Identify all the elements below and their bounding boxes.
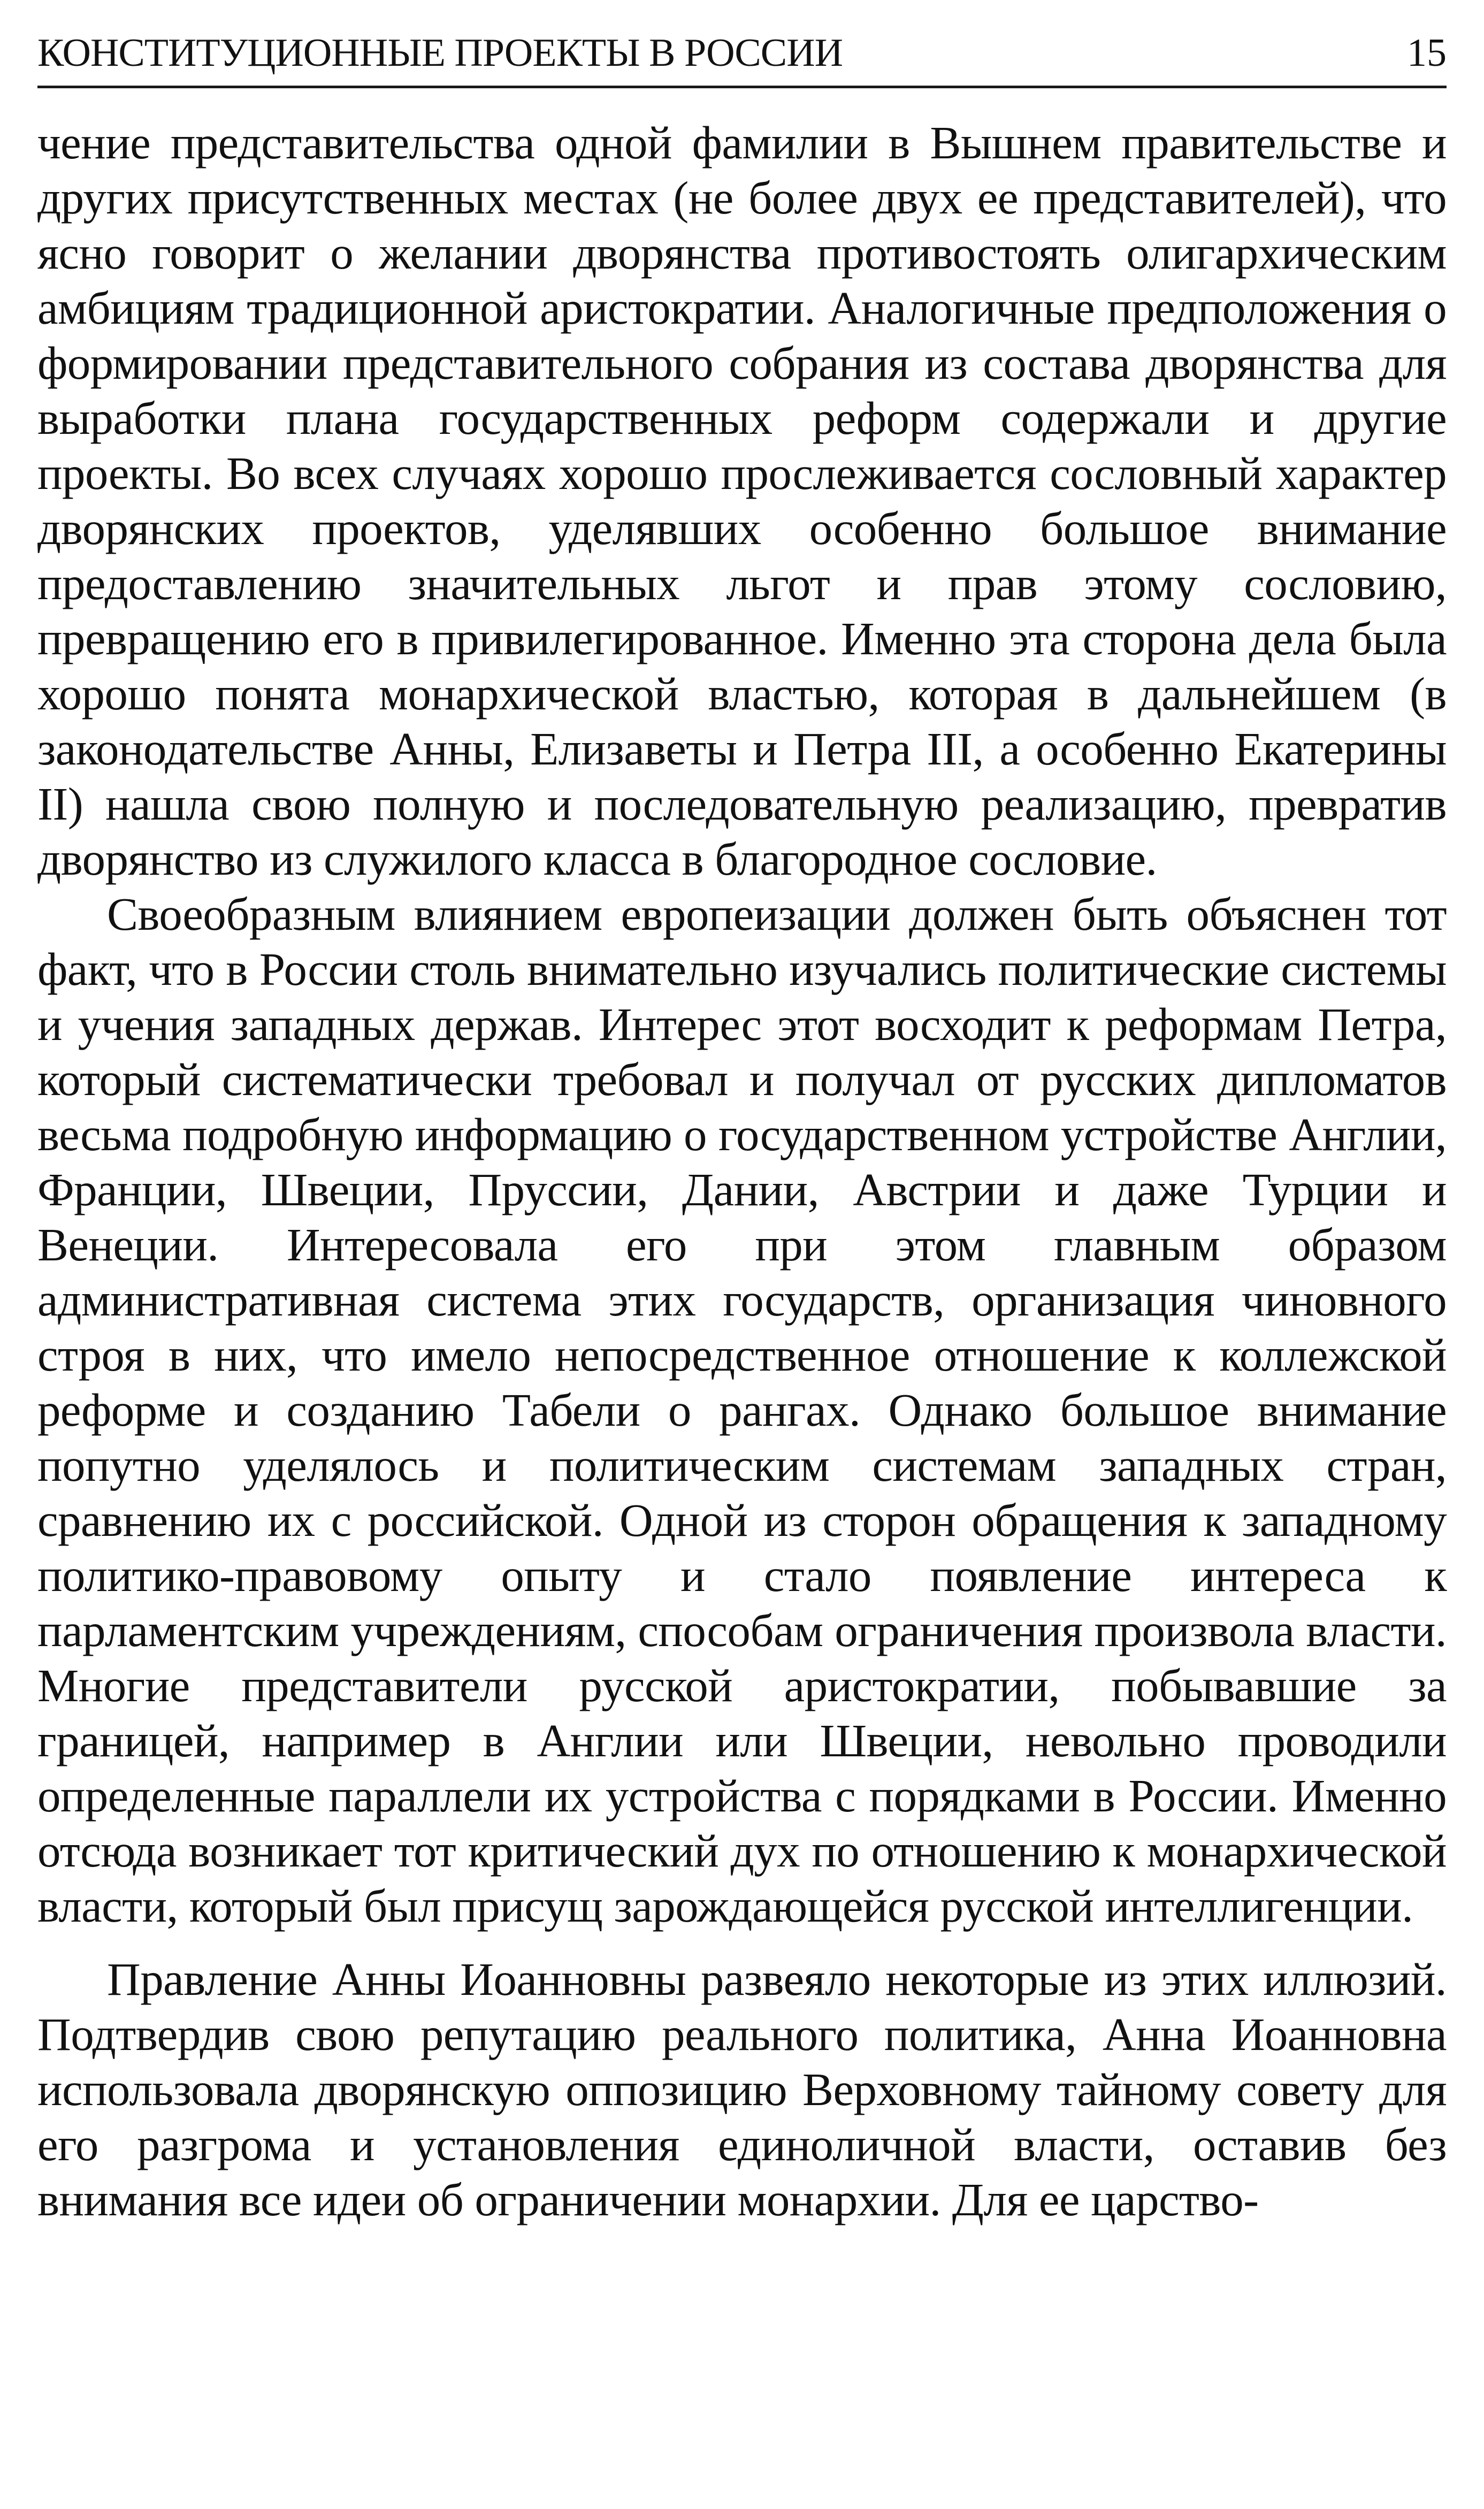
- running-head: [37, 11, 1447, 88]
- paragraph-europeanization: Своеобразным влиянием европеизации должен быть объяснен тот факт, что в России столь внимательно изучались политические системы и учения западных держав. Интерес этот восходит к реформам Петра, который систематически требовал и получал от русских дипломатов весьма подробную информацию о государственном устройстве Англии, Франции, Швеции, Пруссии, Дании, Австрии и даже Турции и Венеции. Интересовала его при этом главным образом административная система этих государств, организация чиновного строя в них, что имело непосредственное отношение к коллежской реформе и созданию Табели о рангах. Однако большое внимание попутно уделялось и политическим системам западных стран, сравнению их с российской. Одной из сторон обращения к западному политико-правовому опыту и стало появление интереса к парламентским учреждениям, способам ограничения произвола власти. Многие представители русской аристократии, побывавшие за границей, например в Англии или Швеции, невольно проводили определенные параллели их устройства с порядками в России. Именно отсюда возникает тот критический дух по отношению к монархической власти, который был присущ зарождающейся русской интеллигенции.: [37, 888, 1447, 1932]
- paragraph-anna-ioannovna: Правление Анны Иоанновны развеяло некоторые из этих иллюзий. Подтвердив свою репутацию реального политика, Анна Иоанновна использовала дворянскую оппозицию Верховному тайному совету для его разгрома и установления единоличной власти, оставив без внимания все идеи об ограничении монархии. Для ее царство-: [37, 1953, 1447, 2225]
- body-text: [37, 115, 1447, 2227]
- paragraph-continued: чение представительства одной фамилии в Вышнем правительстве и других присутственных местах (не более двух ее представителей), что ясно говорит о желании дворянства противостоять олигархическим амбициям традиционной аристократии. Аналогичные предположения о формировании представительного собрания из состава дворянства для выработки плана государственных реформ содержали и другие проекты. Во всех случаях хорошо прослеживается сословный характер дворянских проектов, уделявших особенно большое внимание предоставлению значительных льгот и прав этому сословию, превращению его в привилегированное. Именно эта сторона дела была хорошо понята монархической властью, которая в дальнейшем (в законодательстве Анны, Елизаветы и Петра III, а особенно Екатерины II) нашла свою полную и последовательную реализацию, превратив дворянство из служилого класса в благородное сословие.: [37, 117, 1447, 885]
- running-head-title: КОНСТИТУЦИОННЫЕ ПРОЕКТЫ В РОССИИ: [37, 31, 843, 75]
- page-number: 15: [1407, 31, 1447, 75]
